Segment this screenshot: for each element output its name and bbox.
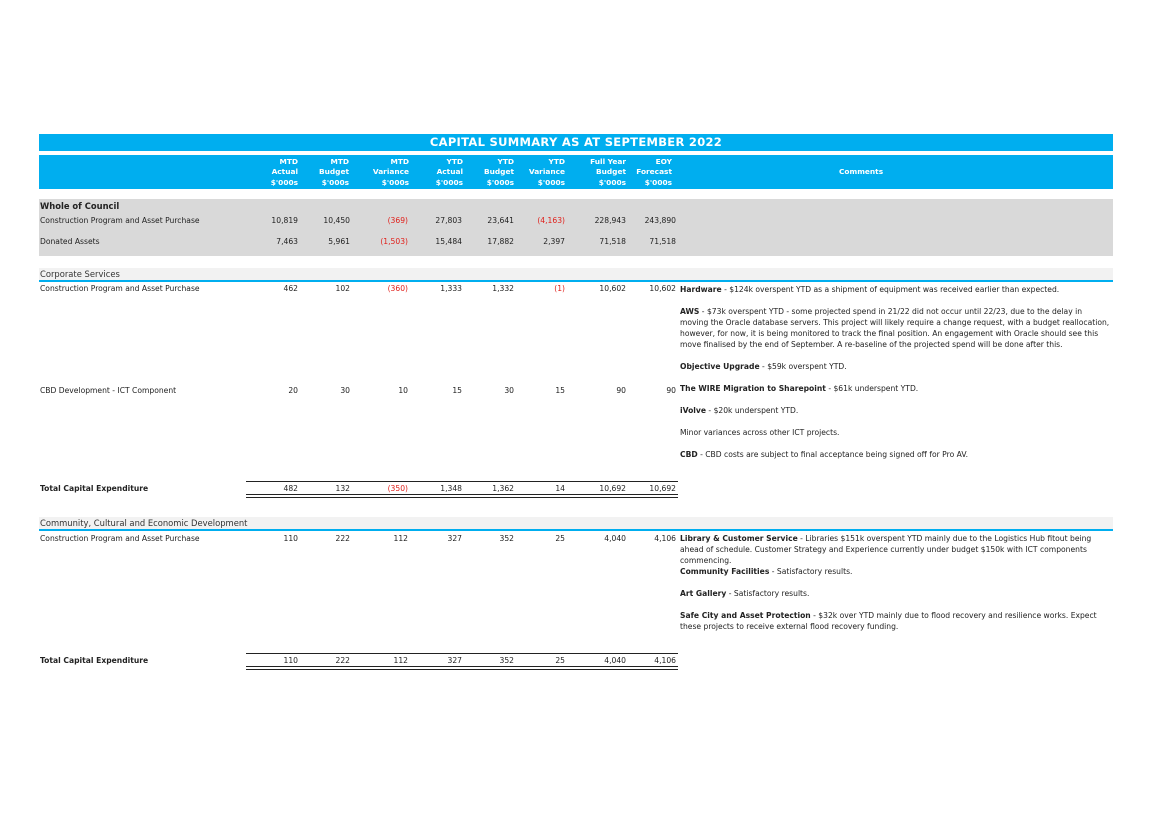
cell-ytd-actual: 15,484 [435, 237, 462, 246]
cell-mtd-actual: 462 [283, 284, 298, 293]
column-header-bar [39, 155, 1113, 189]
total-mtd-actual: 482 [283, 484, 298, 493]
cell-ytd-budget: 1,332 [492, 284, 514, 293]
corporate-services-heading: Corporate Services [40, 269, 120, 279]
cell-mtd-budget: 5,961 [328, 237, 350, 246]
total-ytd-variance: 14 [555, 484, 565, 493]
comment-ivolve: iVolve - $20k underspent YTD. [680, 406, 799, 415]
total-mtd-budget: 222 [335, 656, 350, 665]
cell-mtd-actual: 110 [283, 534, 298, 543]
comment-cbd: CBD - CBD costs are subject to final acceptance being signed off for Pro AV. [680, 450, 968, 459]
cell-ytd-budget: 23,641 [487, 216, 514, 225]
community-heading: Community, Cultural and Economic Development [40, 518, 248, 528]
cell-mtd-variance: 10 [398, 386, 408, 395]
cell-full-year-budget: 71,518 [599, 237, 626, 246]
total-mtd-actual: 110 [283, 656, 298, 665]
cell-ytd-budget: 30 [504, 386, 514, 395]
col-header-ytd-budget: YTD Budget $'000s [483, 157, 514, 187]
cell-ytd-actual: 15 [452, 386, 462, 395]
cell-mtd-budget: 10,450 [323, 216, 350, 225]
col-header-comments: Comments [839, 167, 884, 176]
cell-mtd-budget: 30 [340, 386, 350, 395]
row-label: Construction Program and Asset Purchase [40, 534, 200, 543]
cell-mtd-actual: 10,819 [271, 216, 298, 225]
col-header-full-year-budget: Full Year Budget $'000s [590, 157, 626, 187]
cell-mtd-variance: (1,503) [380, 237, 408, 246]
cell-full-year-budget: 4,040 [604, 534, 626, 543]
cell-ytd-actual: 327 [447, 534, 462, 543]
cell-eoy-forecast: 71,518 [649, 237, 676, 246]
total-top-rule [246, 481, 678, 482]
total-ytd-budget: 1,362 [492, 484, 514, 493]
corporate-services-band [39, 268, 1113, 282]
cell-eoy-forecast: 90 [666, 386, 676, 395]
cell-mtd-variance: 112 [393, 534, 408, 543]
total-label: Total Capital Expenditure [40, 484, 149, 493]
cell-eoy-forecast: 243,890 [644, 216, 676, 225]
comment-art-gallery: Art Gallery - Satisfactory results. [680, 589, 810, 598]
comment-objective-upgrade: Objective Upgrade - $59k overspent YTD. [680, 362, 847, 371]
cell-ytd-variance: 15 [555, 386, 565, 395]
cell-ytd-variance: (1) [554, 284, 565, 293]
cell-ytd-variance: 25 [555, 534, 565, 543]
cell-mtd-budget: 222 [335, 534, 350, 543]
cell-full-year-budget: 90 [616, 386, 626, 395]
comment-library-customer-service: Library & Customer Service - Libraries $151k overspent YTD mainly due to the Logistics Hub fitout being ahead of schedule. Customer Strategy and Experience currently under budget $150k with ICT components commencing. [680, 534, 1092, 565]
total-eoy-forecast: 4,106 [654, 656, 676, 665]
col-header-mtd-actual: MTD Actual $'000s [270, 157, 298, 187]
whole-of-council-heading: Whole of Council [40, 201, 120, 211]
total-ytd-variance: 25 [555, 656, 565, 665]
total-mtd-budget: 132 [335, 484, 350, 493]
comment-hardware: Hardware - $124k overspent YTD as a shipment of equipment was received earlier than expected. [680, 285, 1060, 294]
row-label: Construction Program and Asset Purchase [40, 284, 200, 293]
cell-ytd-variance: (4,163) [537, 216, 565, 225]
cell-mtd-budget: 102 [335, 284, 350, 293]
cell-ytd-actual: 27,803 [435, 216, 462, 225]
total-ytd-budget: 352 [499, 656, 514, 665]
cell-eoy-forecast: 10,602 [649, 284, 676, 293]
comment-wire-migration: The WIRE Migration to Sharepoint - $61k underspent YTD. [680, 384, 919, 393]
comment-safe-city: Safe City and Asset Protection - $32k over YTD mainly due to flood recovery and resilience works. Expect these projects to receive external flood recovery funding. [680, 611, 1097, 631]
cell-mtd-variance: (360) [387, 284, 408, 293]
cell-full-year-budget: 10,602 [599, 284, 626, 293]
cell-ytd-variance: 2,397 [543, 237, 565, 246]
col-header-mtd-budget: MTD Budget $'000s [318, 157, 349, 187]
cell-ytd-budget: 352 [499, 534, 514, 543]
total-mtd-variance: 112 [393, 656, 408, 665]
total-mtd-variance: (350) [387, 484, 408, 493]
cell-mtd-variance: (369) [387, 216, 408, 225]
total-top-rule [246, 653, 678, 654]
cell-mtd-actual: 7,463 [276, 237, 298, 246]
col-header-ytd-actual: YTD Actual $'000s [435, 157, 463, 187]
total-ytd-actual: 327 [447, 656, 462, 665]
total-label: Total Capital Expenditure [40, 656, 149, 665]
community-band [39, 517, 1113, 531]
cell-ytd-actual: 1,333 [440, 284, 462, 293]
comment-minor-variances: Minor variances across other ICT projects. [680, 428, 840, 437]
total-ytd-actual: 1,348 [440, 484, 462, 493]
total-full-year-budget: 10,692 [599, 484, 626, 493]
total-double-rule [246, 666, 678, 670]
col-header-ytd-variance: YTD Variance $'000s [528, 157, 565, 187]
cell-full-year-budget: 228,943 [594, 216, 626, 225]
total-eoy-forecast: 10,692 [649, 484, 676, 493]
col-header-eoy-forecast: EOY Forecast $'000s [636, 157, 672, 187]
total-full-year-budget: 4,040 [604, 656, 626, 665]
comment-community-facilities: Community Facilities - Satisfactory results. [680, 567, 853, 576]
row-label: Construction Program and Asset Purchase [40, 216, 200, 225]
total-double-rule [246, 494, 678, 498]
col-header-mtd-variance: MTD Variance $'000s [372, 157, 409, 187]
cell-mtd-actual: 20 [288, 386, 298, 395]
cell-eoy-forecast: 4,106 [654, 534, 676, 543]
comment-aws: AWS - $73k overspent YTD - some projected spend in 21/22 did not occur until 22/23, due to the delay in moving the Oracle database servers. This project will likely require a change request, with a budget reallocation, however, for now, it is being monitored to track the final position. An engagement with Oracle should see this move finalised by the end of September. A re-baseline of the projected spend will be done after this. [680, 307, 1110, 349]
whole-of-council-block [39, 199, 1113, 256]
cell-ytd-budget: 17,882 [487, 237, 514, 246]
row-label: CBD Development - ICT Component [40, 386, 177, 395]
report-title: CAPITAL SUMMARY AS AT SEPTEMBER 2022 [39, 134, 1113, 151]
row-label: Donated Assets [40, 237, 100, 246]
